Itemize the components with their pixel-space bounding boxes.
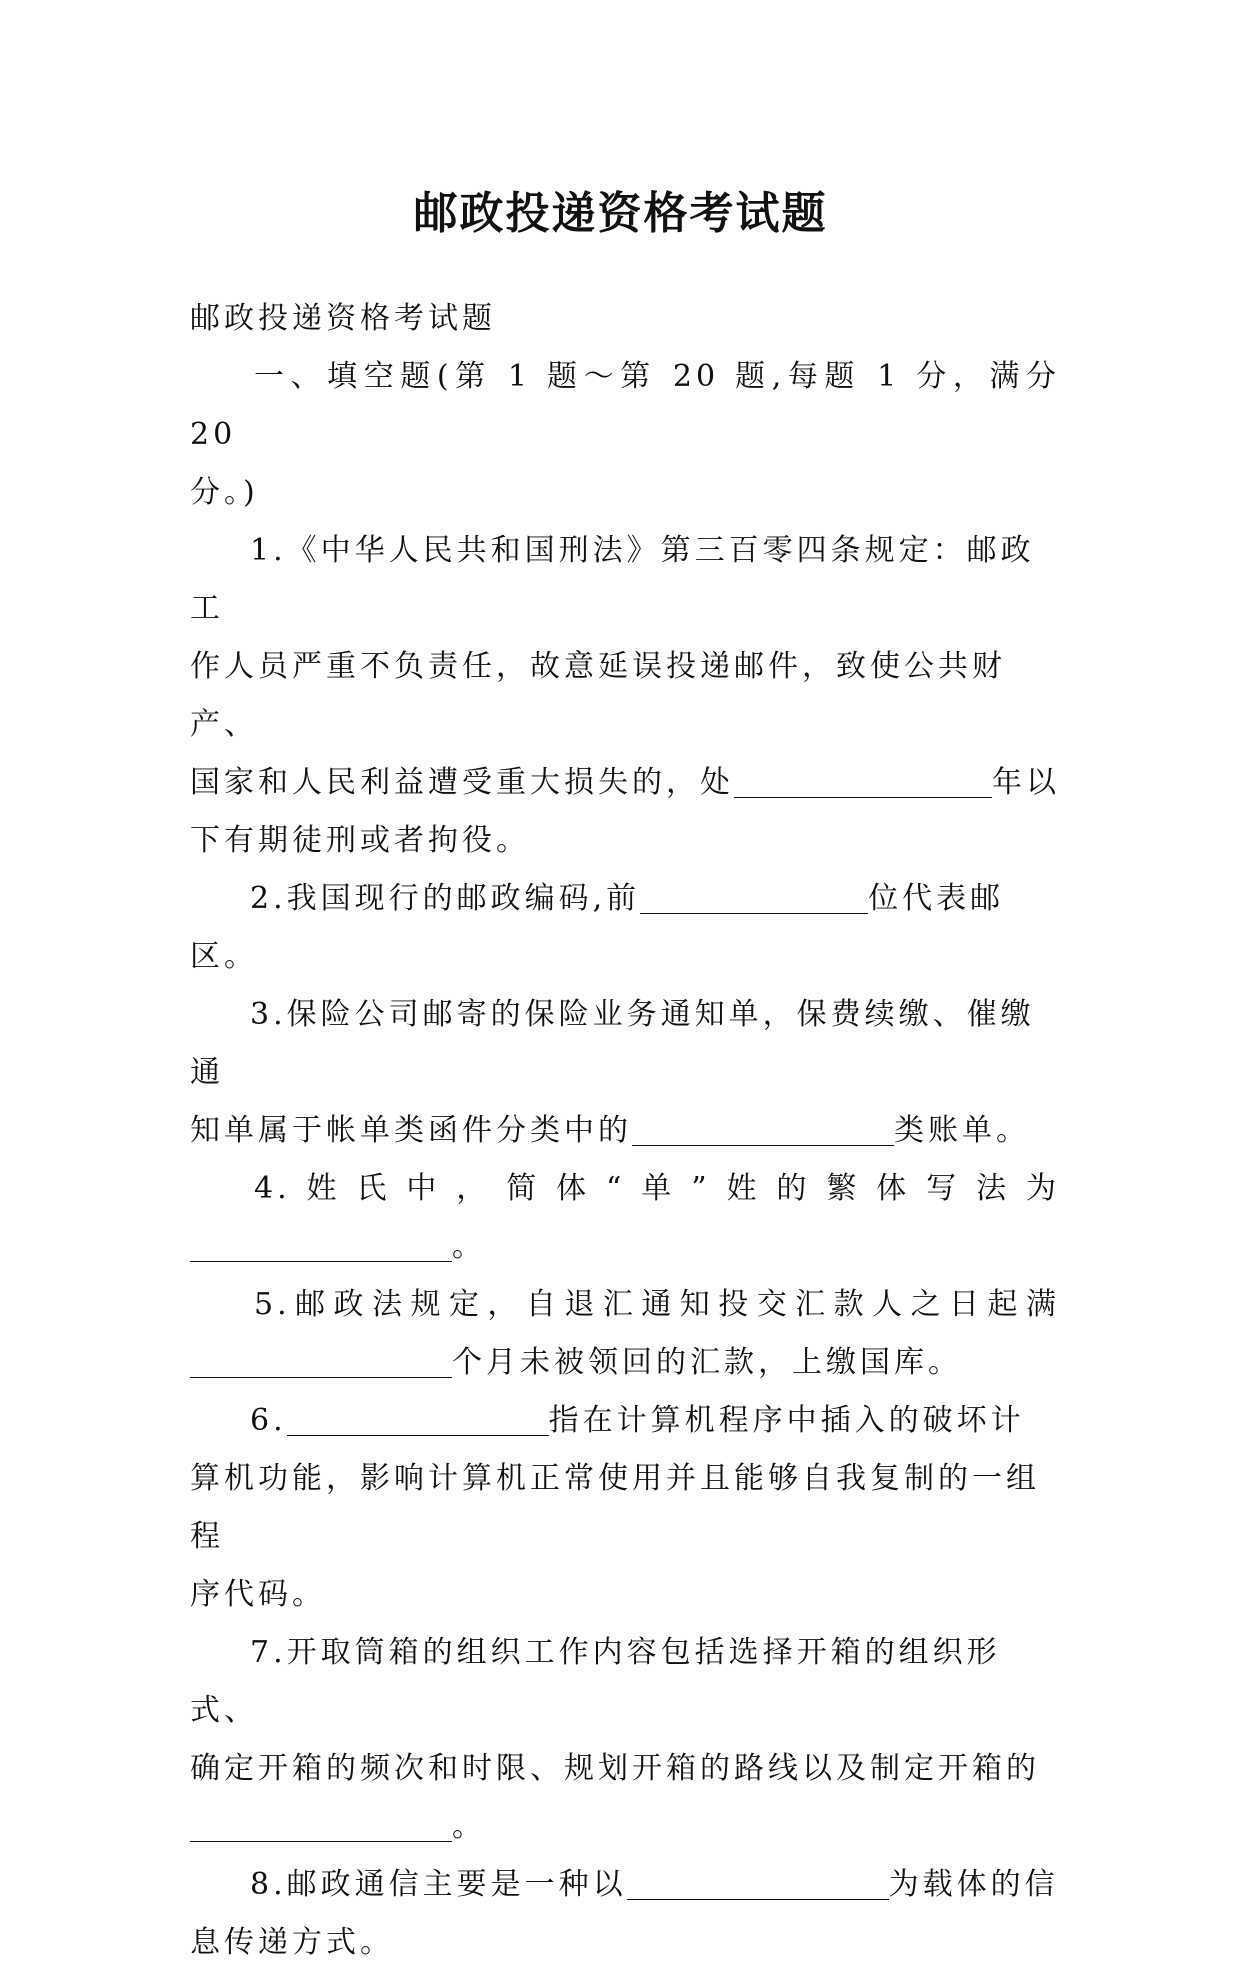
question-8-text-before: 8.邮政通信主要是一种以: [250, 1867, 627, 1902]
question-6-line-1: [190, 1392, 1060, 1450]
question-6-text-after: 指在计算机程序中插入的破坏计: [548, 1403, 1025, 1438]
question-8-line-2: 息传递方式。: [190, 1925, 394, 1960]
question-3-line-1: 3.保险公司邮寄的保险业务通知单，保费续缴、催缴通: [190, 997, 1035, 1090]
question-3-line-2: [190, 1102, 1060, 1160]
document-title: 邮政投递资格考试题: [413, 188, 828, 240]
question-7-line-3: [190, 1798, 1060, 1856]
question-6-line-2: 算机功能，影响计算机正常使用并且能够自我复制的一组程: [190, 1461, 1040, 1554]
question-4-text-after: 。: [452, 1229, 486, 1264]
answer-blank-1: [734, 761, 992, 798]
question-7-line-2: 确定开箱的频次和时限、规划开箱的路线以及制定开箱的: [190, 1751, 1040, 1786]
question-6-text-before: 6.: [250, 1403, 287, 1438]
document-subtitle: 邮政投递资格考试题: [190, 301, 496, 336]
question-4-line-1: 4.姓氏中，简体“单”姓的繁体写法为: [254, 1171, 1060, 1206]
question-2-text-after: 位代表邮区。: [190, 881, 1005, 974]
answer-blank-8: [627, 1863, 889, 1900]
question-3-text-before: 知单属于帐单类函件分类中的: [190, 1113, 632, 1148]
answer-blank-2: [640, 877, 868, 914]
answer-blank-4: [190, 1225, 452, 1262]
question-5-line-1: 5.邮政法规定，自退汇通知投交汇款人之日起满: [254, 1287, 1060, 1322]
answer-blank-6: [287, 1399, 549, 1436]
question-2-text-before: 2.我国现行的邮政编码,前: [250, 881, 641, 916]
question-8-line-1: [190, 1856, 1060, 1914]
question-1-line-3: [190, 754, 1060, 812]
section-heading-line-2: 分。): [190, 475, 259, 510]
question-1-text-before: 国家和人民利益遭受重大损失的，处: [190, 765, 734, 800]
question-7-text-after: 。: [452, 1809, 486, 1844]
question-2: [190, 870, 1060, 986]
question-7-line-1: 7.开取筒箱的组织工作内容包括选择开箱的组织形式、: [190, 1635, 1001, 1728]
question-6-line-3: 序代码。: [190, 1577, 326, 1612]
answer-blank-3: [632, 1109, 894, 1146]
question-5-line-2: [190, 1334, 1060, 1392]
question-4-line-2: [190, 1218, 1060, 1276]
question-1-text-after: 年以: [992, 765, 1060, 800]
question-1-line-4: 下有期徒刑或者拘役。: [190, 823, 530, 858]
answer-blank-7: [190, 1805, 452, 1842]
question-1-line-1: 1.《中华人民共和国刑法》第三百零四条规定：邮政工: [190, 533, 1035, 626]
document-body: [190, 290, 1060, 1972]
answer-blank-5: [190, 1341, 452, 1378]
question-8-text-after: 为载体的信: [888, 1867, 1059, 1902]
question-1-line-2: 作人员严重不负责任，故意延误投递邮件，致使公共财产、: [190, 649, 1006, 742]
question-5-text-after: 个月未被领回的汇款，上缴国库。: [452, 1345, 962, 1380]
question-3-text-after: 类账单。: [894, 1113, 1030, 1148]
section-heading-line-1: 一、填空题(第 1 题～第 20 题,每题 1 分，满分 20: [190, 359, 1060, 452]
